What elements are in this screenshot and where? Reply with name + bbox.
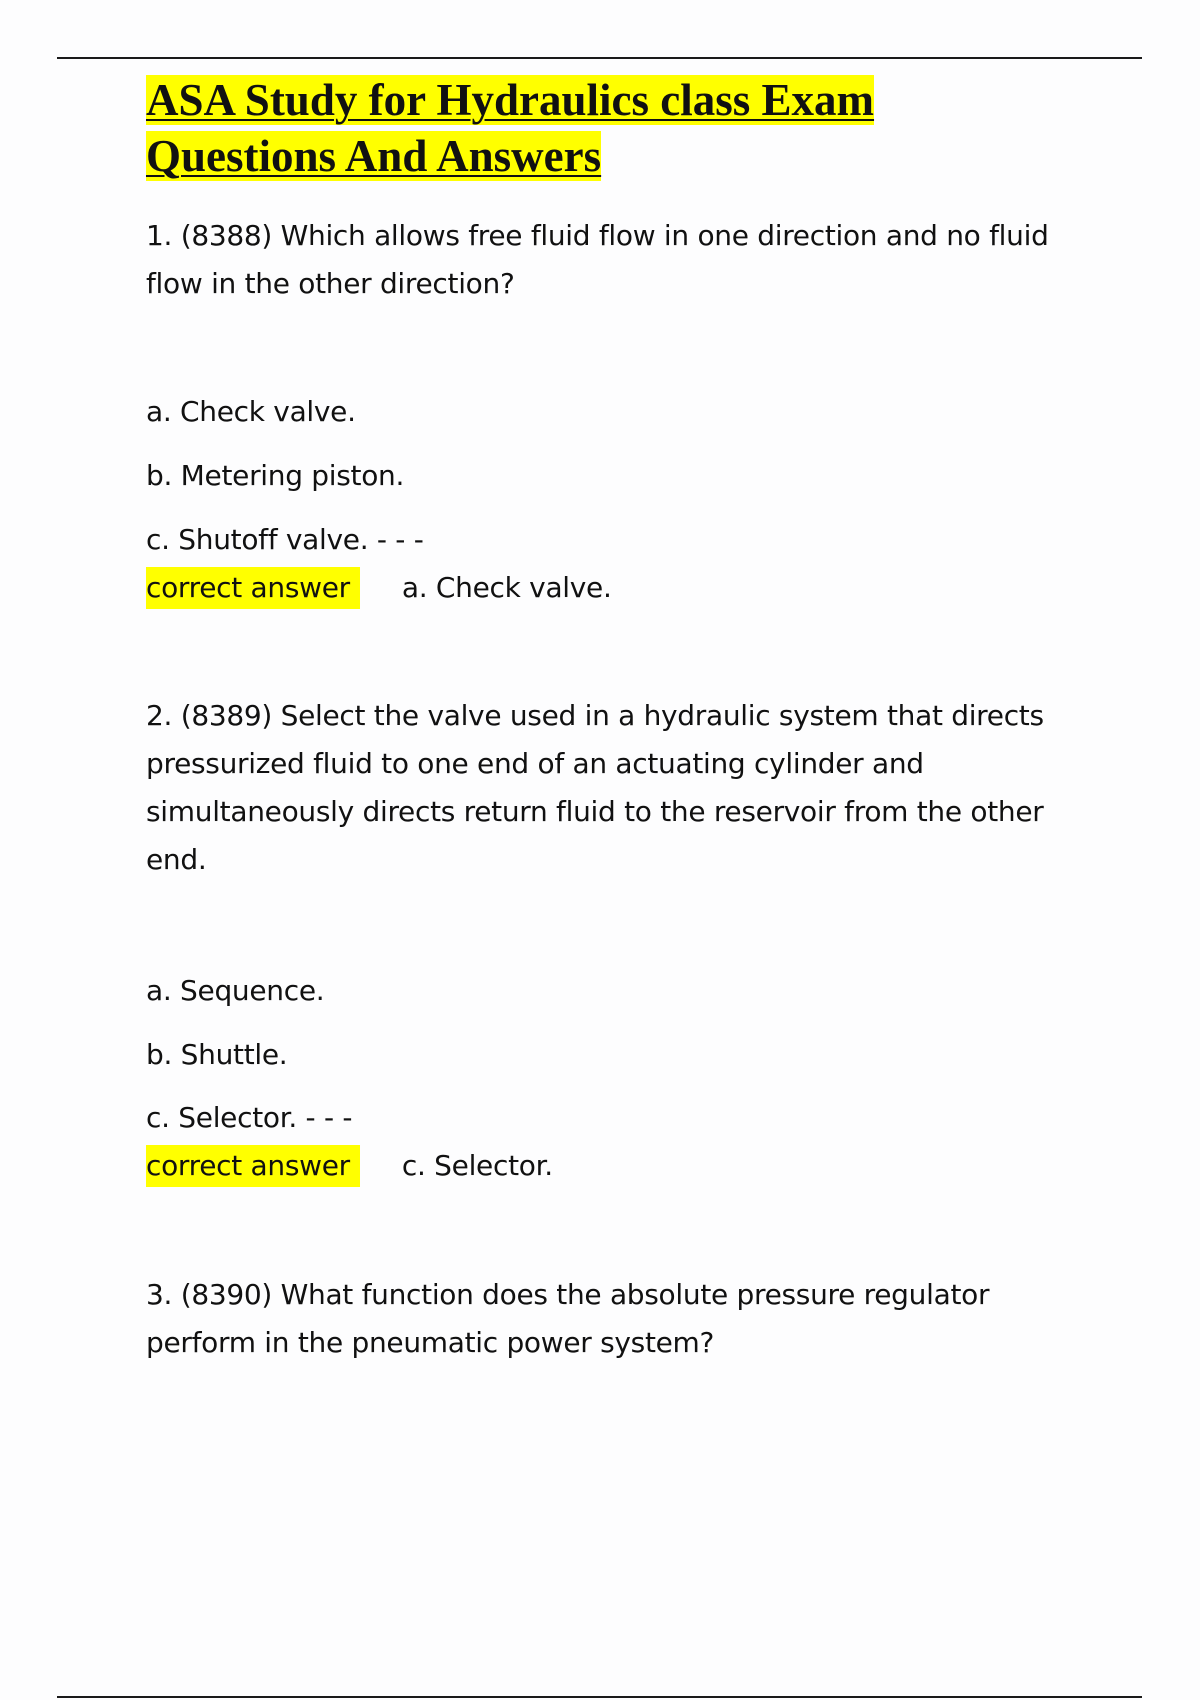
question-1-answer-line: [146, 567, 612, 609]
question-3-text: 3. (8390) What function does the absolute pressure regulator perform in the pneumatic power system?: [146, 1278, 990, 1359]
question-1-option-c: c. Shutoff valve. - - -: [146, 523, 424, 556]
title-line-2: Questions And Answers: [146, 131, 602, 181]
question-1-option-b: b. Metering piston.: [146, 459, 405, 492]
correct-answer-label: correct answer: [146, 567, 360, 609]
title-line-1: ASA Study for Hydraulics class Exam: [146, 75, 875, 125]
question-2-answer-line: [146, 1145, 553, 1187]
question-1-option-a: a. Check valve.: [146, 395, 356, 428]
question-2-text: 2. (8389) Select the valve used in a hydraulic system that directs pressurized fluid to one end of an actuating cylinder and simultaneously directs return fluid to the reservoir from the other end.: [146, 699, 1044, 876]
question-2-option-b: b. Shuttle.: [146, 1038, 288, 1071]
document-title: [146, 72, 874, 184]
question-1-text: 1. (8388) Which allows free fluid flow in one direction and no fluid flow in the other direction?: [146, 219, 1049, 300]
question-2-answer: c. Selector.: [401, 1149, 553, 1182]
bottom-rule: [57, 1696, 1142, 1698]
top-rule: [57, 57, 1142, 59]
correct-answer-label: correct answer: [146, 1145, 360, 1187]
question-1-answer: a. Check valve.: [401, 571, 612, 604]
question-2-option-a: a. Sequence.: [146, 974, 325, 1007]
question-2-option-c: c. Selector. - - -: [146, 1101, 353, 1134]
